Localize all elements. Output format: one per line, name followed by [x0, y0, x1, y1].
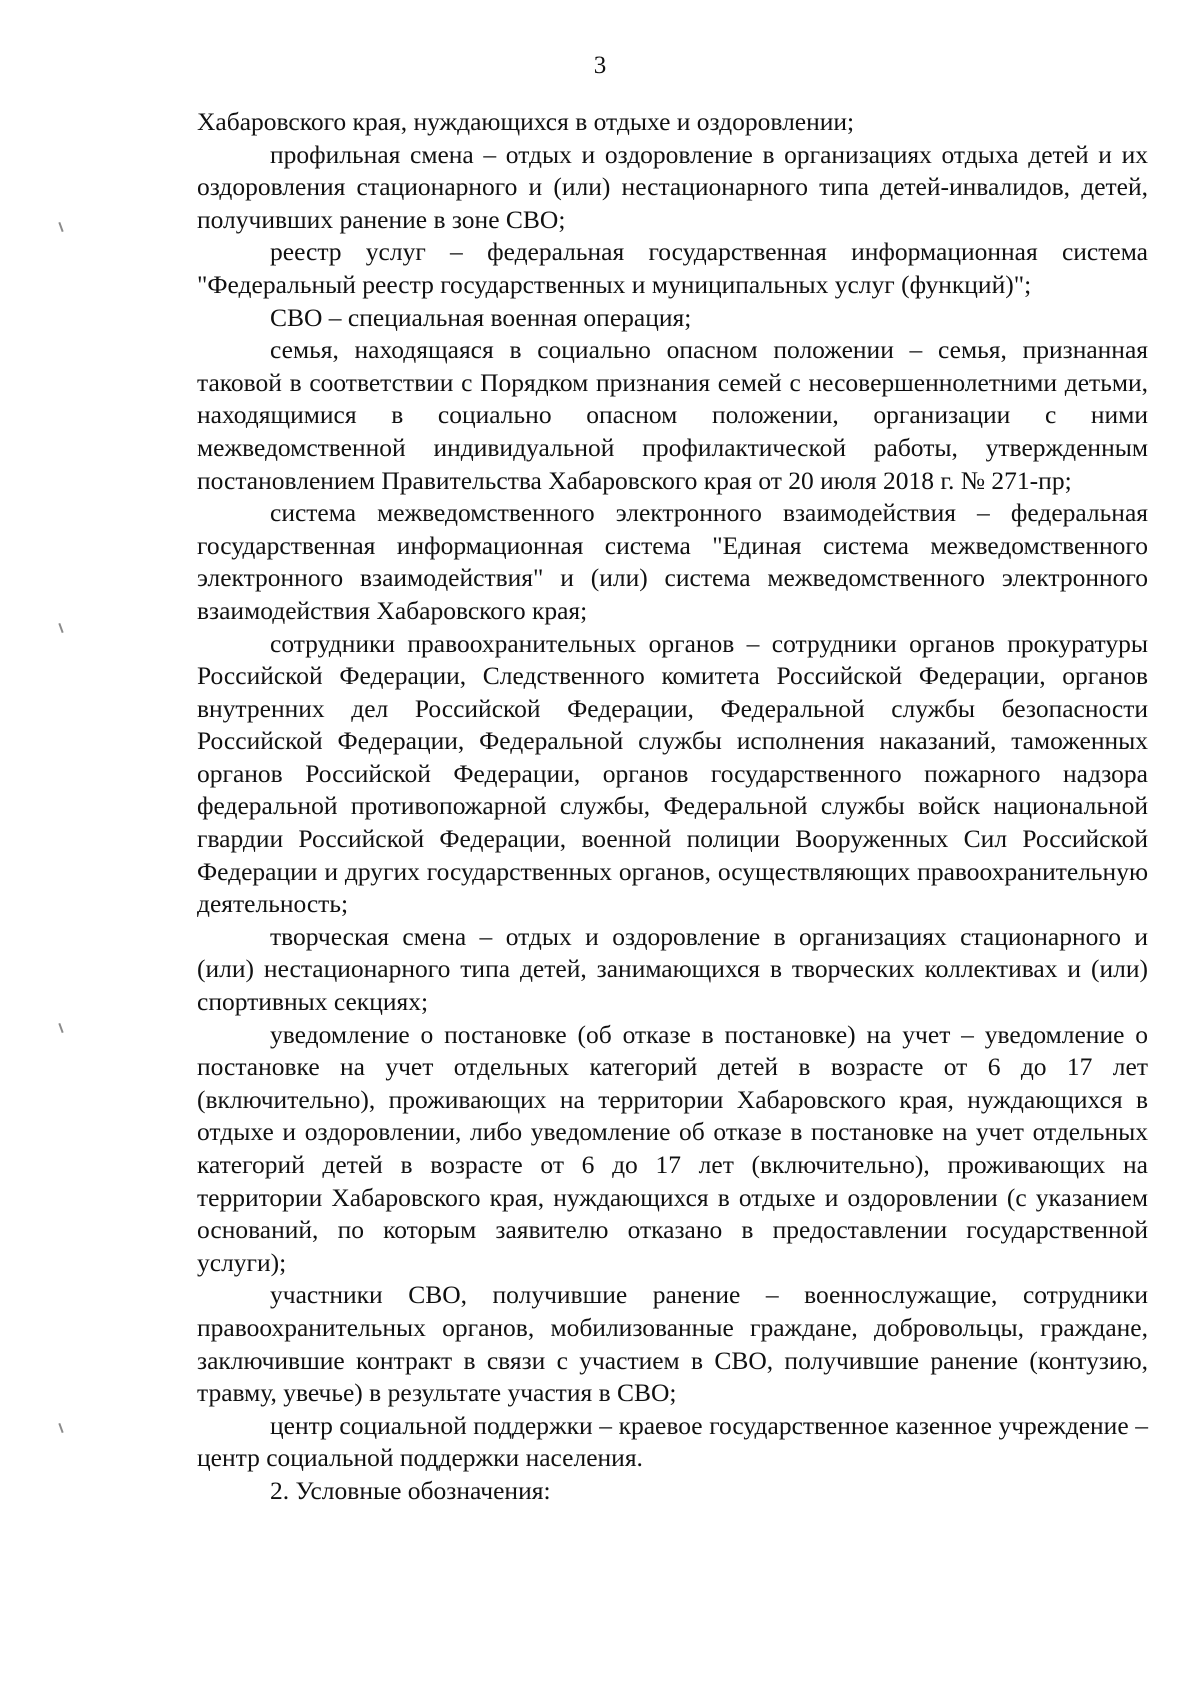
definition-services-registry: реестр услуг – федеральная государственная информационная система "Федеральный реестр государственных и муниципальных услуг (функций)"; — [197, 237, 1148, 299]
scan-speck — [58, 1423, 63, 1433]
document-body — [197, 106, 1148, 1508]
definition-creative-shift: творческая смена – отдых и оздоровление в организациях стационарного и (или) нестационарного типа детей, занимающихся в творческих коллективах и (или) спортивных секциях; — [197, 921, 1148, 1017]
definition-law-enforcement: сотрудники правоохранительных органов – сотрудники органов прокуратуры Российской Федерации, Следственного комитета Российской Федерации, органов внутренних дел Российской Федерации, Федеральной службы безопасности Российской Федерации, Федеральной службы исполнения наказаний, таможенных органов Российской Федерации, органов государственного пожарного надзора федеральной противопожарной службы, Федеральной службы войск национальной гвардии Российской Федерации, военной полиции Вооруженных Сил Российской Федерации и других государственных органов, осуществляющих правоохранительную деятельность; — [197, 628, 1148, 919]
section-heading-symbols: 2. Условные обозначения: — [270, 1475, 551, 1505]
definition-registration-notice: уведомление о постановке (об отказе в постановке) на учет – уведомление о постановке на учет отдельных категорий детей в возрасте от 6 до 17 лет (включительно), проживающих на территории Хабаровского края, нуждающихся в отдыхе и оздоровлении, либо уведомление об отказе в постановке на учет отдельных категорий детей в возрасте от 6 до 17 лет (включительно), проживающих на территории Хабаровского края, нуждающихся в отдыхе и оздоровлении (с указанием оснований, по которым заявителю отказано в предоставлении государственной услуги); — [197, 1019, 1148, 1277]
definition-profile-shift: профильная смена – отдых и оздоровление в организациях отдыха детей и их оздоровления стационарного и (или) нестационарного типа детей-инвалидов, детей, получивших ранение в зоне СВО; — [197, 139, 1148, 234]
definition-interagency-system: система межведомственного электронного взаимодействия – федеральная государственная информационная система "Единая система межведомственного электронного взаимодействия" и (или) система межведомственного электронного взаимодействия Хабаровского края; — [197, 498, 1148, 625]
scan-speck — [58, 222, 63, 232]
definition-support-center: центр социальной поддержки – краевое государственное казенное учреждение – центр социальной поддержки населения. — [197, 1410, 1148, 1473]
scan-speck — [58, 623, 63, 633]
definition-wounded-participants: участники СВО, получившие ранение – военнослужащие, сотрудники правоохранительных органов, мобилизованные граждане, добровольцы, граждане, заключившие контракт в связи с участием в СВО, получившие ранение (контузию, травму, увечье) в результате участия в СВО; — [197, 1280, 1148, 1408]
paragraph-continuation: Хабаровского края, нуждающихся в отдыхе и оздоровлении; — [197, 107, 855, 136]
definition-family-at-risk: семья, находящаяся в социально опасном положении – семья, признанная таковой в соответствии с Порядком признания семей с несовершеннолетними детьми, находящимися в социально опасном положении, организации с ними межведомственной индивидуальной профилактической работы, утвержденным постановлением Правительства Хабаровского края от 20 июля 2018 г. № 271-пр; — [197, 335, 1148, 495]
page-number: 3 — [593, 52, 607, 79]
scan-speck — [58, 1023, 63, 1033]
definition-svo: СВО – специальная военная операция; — [270, 302, 692, 332]
